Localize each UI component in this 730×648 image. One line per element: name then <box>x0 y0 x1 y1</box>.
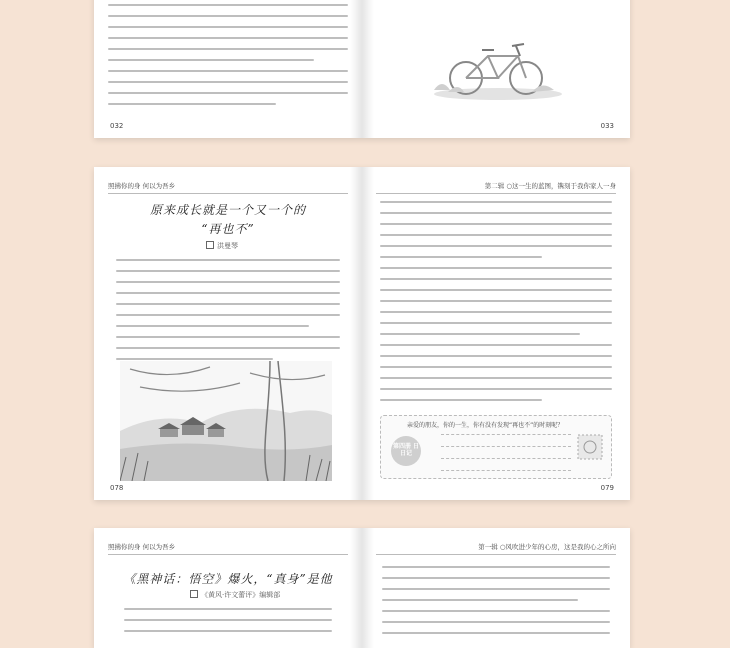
chapter-title-line2: “再也不” <box>201 222 255 236</box>
square-icon <box>190 590 198 598</box>
postage-stamp-icon <box>577 434 603 460</box>
stamp-label: 第四册 日日记 <box>392 443 420 457</box>
page-number: 033 <box>600 122 614 130</box>
diary-stamp-icon <box>391 436 421 466</box>
bottom-right-text <box>382 566 610 643</box>
square-icon <box>206 241 214 249</box>
bottom-left-text <box>124 608 332 641</box>
note-question: 亲爱的朋友，你的一生，你有没有发现“再也不”的时刻呢？ <box>407 422 564 429</box>
running-header: 照拂你的身 何以为吾乡 <box>108 182 176 190</box>
bottom-right-page <box>362 528 630 648</box>
bicycle-illustration <box>428 32 568 102</box>
middle-left-text <box>116 259 340 369</box>
bottom-spread <box>94 528 630 648</box>
top-right-page <box>362 0 630 138</box>
author-line <box>206 241 238 251</box>
author-name: 洪曼琴 <box>217 242 238 250</box>
reflection-note-box <box>380 415 612 479</box>
running-header: 照拂你的身 何以为吾乡 <box>108 543 176 551</box>
chapter-title-line1: 原来成长就是一个又一个的 <box>149 203 306 217</box>
running-header: 第一辑 ○风吹进少年的心房，这是我的心之所向 <box>478 543 616 551</box>
middle-right-page <box>362 167 630 500</box>
running-header: 第二辑 ○这一生的蓝图，镌刻于我你家人一身 <box>484 182 616 190</box>
bottom-left-page <box>94 528 362 648</box>
top-left-page <box>94 0 362 138</box>
middle-right-text <box>380 201 612 410</box>
author-line <box>190 590 280 600</box>
landscape-illustration <box>120 361 332 481</box>
top-spread <box>94 0 630 138</box>
author-name: 《黄风·许文蕾评》编辑部 <box>201 591 281 599</box>
page-number: 078 <box>110 484 124 492</box>
middle-spread <box>94 167 630 500</box>
article-title: 《黑神话：悟空》爆火，“真身”是他 <box>123 572 333 586</box>
page-number: 032 <box>110 122 124 130</box>
middle-left-page <box>94 167 362 500</box>
page-number: 079 <box>600 484 614 492</box>
top-left-text <box>108 4 348 114</box>
